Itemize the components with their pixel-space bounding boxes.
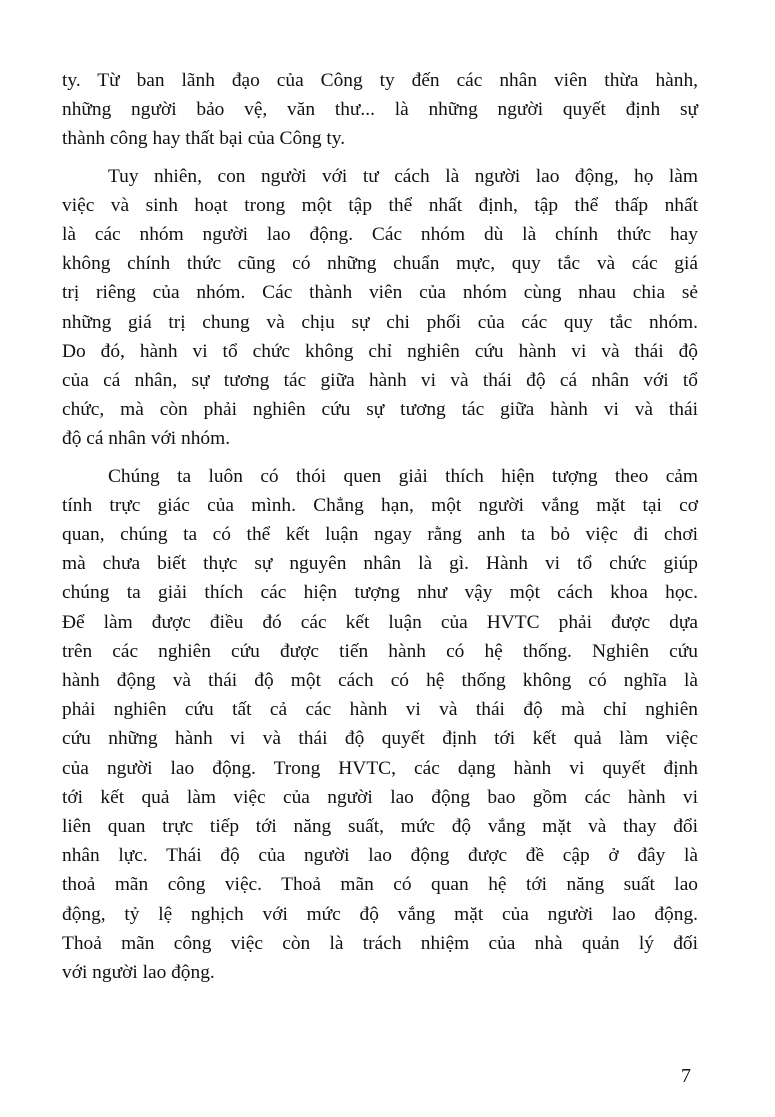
text-line: mà chưa biết thực sự nguyên nhân là gì. Hành vi tổ chức giúp [62, 553, 698, 575]
text-line: nhân lực. Thái độ của người lao động được đề cập ở đây là [62, 845, 698, 867]
text-line: quan, chúng ta có thể kết luận ngay rằng anh ta bỏ việc đi chơi [62, 524, 698, 546]
paragraph-2 [62, 162, 698, 454]
text-line: chúng ta giải thích các hiện tượng như vậy một cách khoa học. [62, 582, 698, 604]
text-line: những giá trị chung và chịu sự chi phối của các quy tắc nhóm. [62, 311, 698, 333]
text-line: Tuy nhiên, con người với tư cách là người lao động, họ làm [108, 165, 698, 187]
page-number: 7 [681, 1065, 691, 1087]
text-line: liên quan trực tiếp tới năng suất, mức độ vắng mặt và thay đổi [62, 816, 698, 838]
text-line: Chúng ta luôn có thói quen giải thích hiện tượng theo cảm [108, 465, 698, 487]
text-line: của cá nhân, sự tương tác giữa hành vi và thái độ cá nhân với tổ [62, 370, 698, 392]
text-line: của người lao động. Trong HVTC, các dạng hành vi quyết định [62, 757, 698, 779]
text-line: Do đó, hành vi tổ chức không chỉ nghiên cứu hành vi và thái độ [62, 340, 698, 362]
paragraph-1 [62, 66, 698, 154]
paragraph-3 [62, 462, 698, 988]
text-line: độ cá nhân với nhóm. [62, 428, 231, 450]
text-line: Để làm được điều đó các kết luận của HVTC phải được dựa [62, 611, 698, 633]
text-line: chức, mà còn phải nghiên cứu sự tương tác giữa hành vi và thái [62, 399, 698, 421]
text-line: những người bảo vệ, văn thư... là những người quyết định sự [62, 99, 698, 121]
text-line: trên các nghiên cứu được tiến hành có hệ thống. Nghiên cứu [62, 640, 698, 662]
text-line: với người lao động. [62, 962, 215, 984]
text-line: cứu những hành vi và thái độ quyết định tới kết quả làm việc [62, 728, 698, 750]
text-line: trị riêng của nhóm. Các thành viên của nhóm cùng nhau chia sẻ [62, 282, 698, 304]
text-line: không chính thức cũng có những chuẩn mực, quy tắc và các giá [62, 253, 698, 275]
text-line: Thoả mãn công việc còn là trách nhiệm của nhà quản lý đối [62, 932, 698, 954]
text-line: thành công hay thất bại của Công ty. [62, 128, 346, 150]
text-line: thoả mãn công việc. Thoả mãn có quan hệ tới năng suất lao [62, 874, 698, 896]
text-line: tính trực giác của mình. Chẳng hạn, một người vắng mặt tại cơ [62, 494, 698, 516]
text-line: tới kết quả làm việc của người lao động bao gồm các hành vi [62, 786, 698, 808]
text-line: phải nghiên cứu tất cả các hành vi và thái độ mà chỉ nghiên [62, 699, 698, 721]
text-line: ty. Từ ban lãnh đạo của Công ty đến các nhân viên thừa hành, [62, 70, 698, 91]
text-line: động, tỷ lệ nghịch với mức độ vắng mặt của người lao động. [62, 903, 698, 925]
text-line: việc và sinh hoạt trong một tập thể nhất định, tập thể thấp nhất [62, 194, 698, 216]
body-text [62, 66, 698, 987]
text-line: là các nhóm người lao động. Các nhóm dù là chính thức hay [62, 224, 698, 246]
text-line: hành động và thái độ một cách có hệ thống không có nghĩa là [62, 670, 698, 692]
